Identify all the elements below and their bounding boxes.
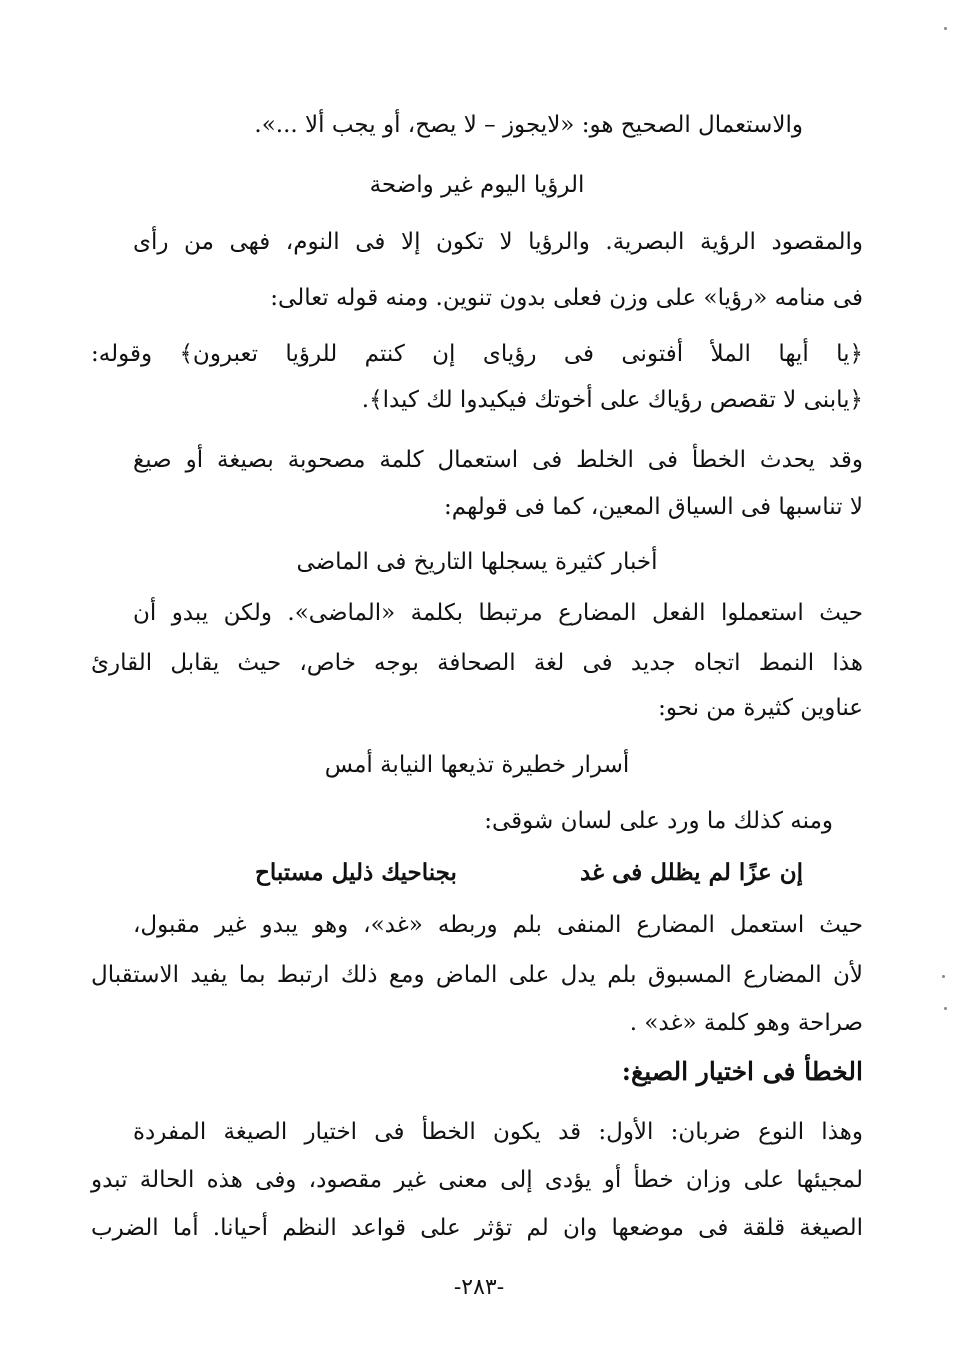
paragraph-line: والاستعمال الصحيح هو: «لايجوز – لا يصح، أو يجب ألا ...». <box>254 112 803 138</box>
paragraph-line: والمقصود الرؤية البصرية. والرؤيا لا تكون إلا فى النوم، فهى من رأى <box>133 229 863 255</box>
paragraph-line: لا تناسبها فى السياق المعين، كما فى قولهم: <box>444 494 863 520</box>
paragraph-line: لأن المضارع المسبوق بلم يدل على الماض ومع ذلك ارتبط بما يفيد الاستقبال <box>91 962 863 988</box>
quran-quote-line: ﴿يابنى لا تقصص رؤياك على أخوتك فيكيدوا لك كيدا﴾. <box>361 387 863 413</box>
paragraph-line: حيث استعمل المضارع المنفى بلم وربطه «غد»، وهو يبدو غير مقبول، <box>133 912 863 938</box>
example-phrase: أخبار كثيرة يسجلها التاريخ فى الماضى <box>296 549 658 575</box>
page-number: -٢٨٣- <box>453 1275 505 1300</box>
paragraph-line: هذا النمط اتجاه جديد فى لغة الصحافة بوجه خاص، حيث يقابل القارئ <box>91 650 863 676</box>
paragraph-line: صراحة وهو كلمة «غد» . <box>629 1010 863 1036</box>
paragraph-line: وهذا النوع ضربان: الأول: قد يكون الخطأ فى اختيار الصيغة المفردة <box>133 1119 863 1145</box>
paragraph-line: فى منامه «رؤيا» على وزن فعلى بدون تنوين. ومنه قوله تعالى: <box>270 285 863 311</box>
paragraph-line: لمجيئها على وزان خطأ أو يؤدى إلى معنى غير مقصود، وفى هذه الحالة تبدو <box>91 1167 863 1193</box>
scan-speck <box>944 1007 947 1010</box>
verse-second-hemistich: بجناحيك ذليل مستباح <box>255 859 457 886</box>
paragraph-line: حيث استعملوا الفعل المضارع مرتبطا بكلمة «الماضى». ولكن يبدو أن <box>133 600 863 626</box>
verse-first-hemistich: إن عزًا لم يظلل فى غد <box>579 859 803 886</box>
paragraph-line: عناوين كثيرة من نحو: <box>658 695 863 721</box>
example-phrase: الرؤيا اليوم غير واضحة <box>369 172 585 198</box>
quran-quote-line: ﴿يا أيها الملأ أفتونى فى رؤياى إن كنتم للرؤيا تعبرون﴾ وقوله: <box>91 341 863 367</box>
section-heading: الخطأ فى اختيار الصيغ: <box>621 1057 863 1086</box>
scan-speck <box>944 27 947 30</box>
paragraph-line: وقد يحدث الخطأ فى الخلط فى استعمال كلمة مصحوبة بصيغة أو صيغ <box>133 447 863 473</box>
example-phrase: أسرار خطيرة تذيعها النيابة أمس <box>324 752 630 778</box>
scan-speck <box>942 975 945 978</box>
paragraph-line: الصيغة قلقة فى موضعها وان لم تؤثر على قواعد النظم أحيانا. أما الضرب <box>91 1215 863 1241</box>
paragraph-line: ومنه كذلك ما ورد على لسان شوقى: <box>484 808 833 834</box>
